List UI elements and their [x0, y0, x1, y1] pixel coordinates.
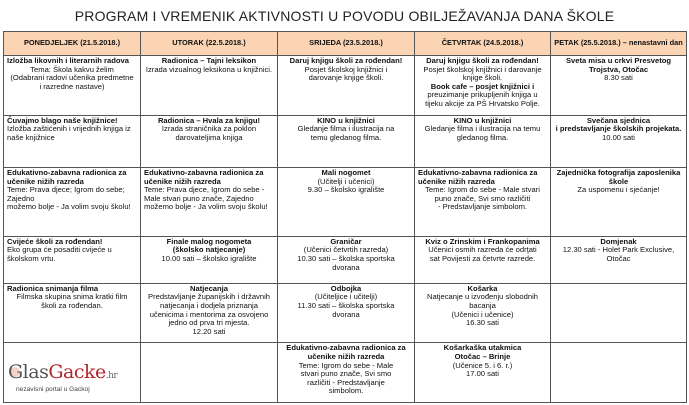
cell-line: Učenici osmih razreda će odrţati [428, 245, 537, 255]
cell-line: učenike nižih razreda [418, 176, 495, 186]
schedule-cell-tuesday [141, 343, 278, 403]
schedule-cell-friday [551, 56, 687, 116]
cell-line: Gledanje filma i ilustracija na temu [424, 124, 541, 134]
schedule-cell-friday [551, 115, 687, 167]
header-friday: PETAK (25.5.2018.) – nenastavni dan [551, 32, 687, 56]
cell-line: Trojstva, Otočac [588, 64, 649, 74]
cell-line: Natjecanje u izvođenju slobodnih [426, 292, 539, 302]
cell-line: Tema: Škola kakvu želim [30, 64, 114, 74]
schedule-cell-thursday [415, 283, 551, 343]
cell-line: gledanog filma. [456, 132, 509, 142]
schedule-cell-tuesday [141, 283, 278, 343]
cell-line: dvorana [332, 262, 360, 272]
cell-line: Predstavljanje županijskih i državnih [148, 292, 270, 302]
header-row [4, 32, 687, 56]
cell-line: 10.30 sati – školska sportska [297, 254, 395, 264]
cell-line: Radionica – Hvala za knjigu! [157, 115, 261, 125]
cell-line: Izrada vizualnog leksikona u knjižnici. [145, 64, 273, 74]
cell-line: darovanje knjige školi. [308, 73, 384, 83]
logo-part2: Gacke [48, 361, 106, 383]
cell-line: simbolom. [328, 386, 364, 396]
cell-line: 8.30 sati [604, 73, 633, 83]
cell-line: puno znače, Svi smo različiti [434, 193, 531, 203]
header-wednesday: SRIJEDA (23.5.2018.) [278, 32, 415, 56]
cell-line: (Učenici i učenice) [451, 309, 514, 319]
schedule-cell-tuesday [141, 236, 278, 283]
cell-line: Teme: Igrom do sebe - Male [298, 360, 394, 370]
cell-line: KINO u knjižnici [317, 115, 375, 125]
cell-line: i predstavljanje školskih projekata. [555, 124, 682, 134]
cell-line: Izložba likovnih i literarnih radova [7, 56, 129, 65]
cell-line: Košarka [467, 283, 498, 293]
cell-line: preuzimanje prikupljenih knjiga u [427, 90, 538, 100]
cell-line: Teme: Igrom do sebe - Male stvari [425, 185, 540, 195]
cell-line: naše knjižnice [7, 132, 55, 142]
schedule-cell-thursday [415, 168, 551, 237]
cell-line: Radionica – Tajni leksikon [161, 56, 257, 65]
cell-line: KINO u knjižnici [453, 115, 512, 125]
cell-line: Gledanje filma i ilustracija na [297, 124, 395, 134]
cell-line: Domjenak [600, 236, 637, 246]
cell-line: Daruj knjigu školi za rođendan! [289, 56, 403, 65]
cell-line: Graničar [330, 236, 362, 246]
logo-suffix: .hr [105, 371, 118, 381]
schedule-row [4, 283, 687, 343]
cell-line: učenike nižih razreda [307, 351, 385, 361]
cell-line: - Predstavljanje simbolom. [437, 202, 528, 212]
cell-line: možemo bolje - Ja volim svoju školu! [7, 202, 131, 212]
cell-line: Teme: Prava djece; Igrom do sebe; Zajedno [7, 185, 125, 203]
cell-line: i razredne nastave) [39, 81, 105, 91]
cell-line: učenike nižih razreda [144, 176, 221, 186]
cell-line: Posjet školskoj knjižnici i [304, 64, 388, 74]
cell-line: Zajednička fotografija zaposlenika [556, 168, 681, 178]
cell-line: (Učenici četvrtih razreda) [303, 245, 389, 255]
cell-line: stvari puno znače, Svi smo [300, 369, 392, 379]
cell-line: Edukativno-zabavna radionica za [286, 343, 406, 353]
cell-line: možemo bolje - Ja volim svoju školu! [144, 202, 268, 212]
cell-line: Otočac [606, 254, 631, 264]
schedule-cell-thursday [415, 115, 551, 167]
schedule-cell-wednesday [278, 115, 415, 167]
cell-line: Book cafe – posjet knjižnici i [430, 81, 535, 91]
cell-line: Edukativno-zabavna radionica za [7, 168, 127, 178]
cell-line: Male stvari puno znače, Zajedno [144, 193, 254, 203]
logo-part1: Glas [8, 361, 49, 383]
cell-line: Cvijeće školi za rođendan! [7, 236, 103, 246]
cell-line: Edukativno-zabavna radionica za [418, 168, 538, 178]
cell-line: (Odabrani radovi učenika predmetne [10, 73, 134, 83]
cell-line: Izložba zaštićenih i vrijednih knjiga iz [7, 124, 131, 134]
schedule-cell-wednesday [278, 283, 415, 343]
header-tuesday: UTORAK (22.5.2018.) [141, 32, 278, 56]
cell-line: školi za rođendan. [41, 300, 103, 310]
cell-line: temu gledanog filma. [310, 132, 382, 142]
header-monday: PONEDJELJEK (21.5.2018.) [4, 32, 141, 56]
schedule-cell-thursday [415, 56, 551, 116]
logo-tagline: nezavisni portal u Gackoj [16, 386, 90, 393]
schedule-row [4, 236, 687, 283]
schedule-cell-wednesday [278, 236, 415, 283]
cell-line: Filmska skupina snima kratki film [16, 292, 128, 302]
schedule-cell-monday [4, 283, 141, 343]
cell-line: Svečana sjednica [586, 115, 651, 125]
cell-line: Mali nogomet [321, 168, 371, 178]
cell-line: Eko grupa će posaditi cvijeće u [7, 245, 112, 255]
schedule-row [4, 115, 687, 167]
schedule-cell-thursday [415, 343, 551, 403]
cell-line: 16.30 sati [466, 318, 499, 328]
cell-line: učenike nižih razreda [7, 176, 84, 186]
schedule-cell-thursday [415, 236, 551, 283]
cell-line: Izrada straničnika za poklon [161, 124, 257, 134]
cell-line: učenicima i mentorima za osvojeno [149, 309, 269, 319]
cell-line: Odbojka [330, 283, 362, 293]
schedule-cell-wednesday [278, 343, 415, 403]
cell-line: knjige školi. [462, 73, 503, 83]
cell-line: (Učenice 5. i 6. r.) [452, 360, 513, 370]
schedule-row [4, 168, 687, 237]
page-title: PROGRAM I VREMENIK AKTIVNOSTI U POVODU OBILJEŽAVANJA DANA ŠKOLE [74, 8, 615, 24]
cell-line: školskom vrtu. [7, 254, 56, 264]
cell-line: Daruj knjigu školi za rođendan! [426, 56, 539, 65]
schedule-cell-tuesday [141, 56, 278, 116]
cell-line: škole [608, 176, 629, 186]
cell-line: (Učitelji i učenici) [317, 176, 375, 186]
cell-line: Za uspomenu i sjećanje! [577, 185, 660, 195]
cell-line: različiti - Predstavljanje [307, 377, 385, 387]
cell-line: Čuvajmo blago naše knjižnice! [7, 115, 118, 125]
cell-line: natjecanja i dodjela priznanja [160, 300, 258, 310]
cell-line: sat Povijesti za četvrte razrede. [429, 254, 536, 264]
cell-line: Posjet školskoj knjižnici i darovanje [423, 64, 542, 74]
cell-line: bacanja [469, 300, 496, 310]
cell-line: 11.30 sati – školska sportska [297, 300, 395, 310]
cell-line: Kviz o Zrinskim i Frankopanima [425, 236, 540, 246]
cell-line: 10.00 sati – školsko igralište [161, 254, 257, 264]
schedule-cell-wednesday [278, 56, 415, 116]
cell-line: 12.30 sati - Holet Park Exclusive, [562, 245, 675, 255]
cell-line: Košarkaška utakmica [443, 343, 522, 353]
cell-line: Finale malog nogometa [166, 236, 252, 246]
schedule-cell-wednesday [278, 168, 415, 237]
cell-line: 17.00 sati [466, 369, 499, 379]
schedule-cell-tuesday [141, 115, 278, 167]
cell-line: darovateljima knjiga [175, 132, 243, 142]
schedule-cell-tuesday [141, 168, 278, 237]
cell-line: tijeku akcije za PŠ Hrvatsko Polje. [425, 98, 540, 108]
cell-line: 12.20 sati [192, 326, 226, 336]
schedule-cell-monday [4, 236, 141, 283]
cell-line: Radionica snimanja filma [7, 283, 99, 293]
cell-line: Edukativno-zabavna radionica za [144, 168, 264, 178]
header-thursday: ČETVRTAK (24.5.2018.) [415, 32, 551, 56]
logo-wordmark [8, 361, 117, 383]
schedule-cell-friday [551, 283, 687, 343]
cell-line: Sveta misa u crkvi Presvetog [565, 56, 672, 65]
cell-line: dvorana [332, 309, 360, 319]
schedule-cell-monday [4, 115, 141, 167]
schedule-table [3, 31, 687, 403]
cell-line: (Učiteljice i učitelji) [314, 292, 378, 302]
cell-line: jedno od prva tri mjesta. [168, 318, 250, 328]
cell-line: Teme: Prava djece, Igrom do sebe - [144, 185, 265, 195]
schedule-row [4, 56, 687, 116]
schedule-cell-monday [4, 56, 141, 116]
schedule-cell-friday [551, 343, 687, 403]
cell-line: Otočac – Brinje [454, 351, 511, 361]
cell-line: (školsko natjecanje) [172, 245, 246, 255]
glasgacke-logo [6, 361, 138, 401]
cell-line: 9.30 – školsko igralište [307, 185, 385, 195]
schedule-cell-monday [4, 168, 141, 237]
schedule-cell-friday [551, 168, 687, 237]
cell-line: 10.00 sati [602, 132, 635, 142]
schedule-cell-friday [551, 236, 687, 283]
cell-line: Natjecanja [190, 283, 228, 293]
